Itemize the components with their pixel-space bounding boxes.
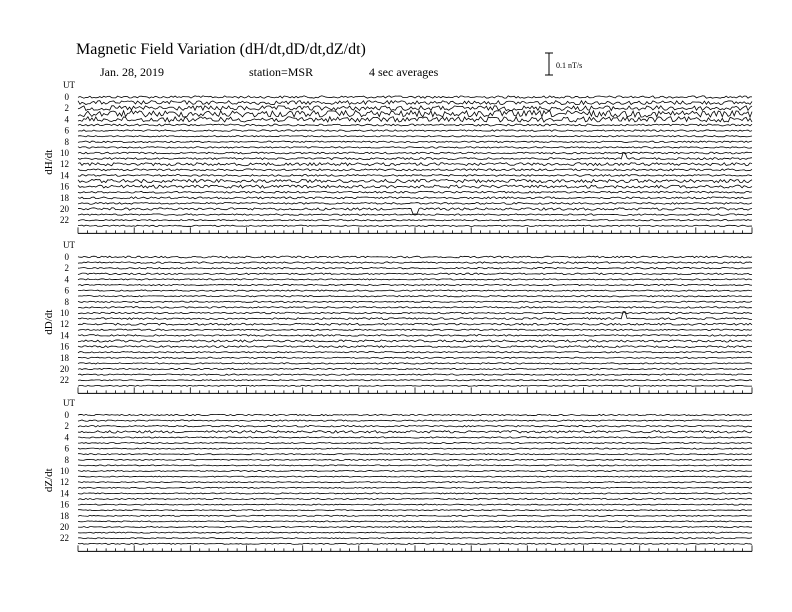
trace-hour-14 [78,175,752,177]
panel-dhdt [43,80,752,233]
hour-tick-label: 2 [64,421,69,432]
trace-hour-20 [78,208,752,214]
hour-tick-label: 12 [60,477,69,488]
hour-tick-label: 18 [60,510,69,521]
trace-hour-13 [78,329,752,330]
trace-hour-18 [78,197,752,199]
trace-hour-23 [78,225,752,226]
hour-tick-label: 16 [60,499,69,510]
trace-hour-15 [78,498,752,499]
trace-hour-4 [78,279,752,280]
trace-hour-6 [78,290,752,291]
hour-tick-label: 0 [64,92,69,102]
trace-hour-18 [78,515,752,516]
hour-tick-label: 0 [64,410,69,420]
trace-hour-17 [78,191,752,193]
trace-hour-7 [78,296,752,297]
hour-tick-label: 4 [64,274,69,285]
trace-hour-2 [78,425,752,427]
trace-hour-14 [78,493,752,494]
ut-label: UT [63,80,75,90]
hour-tick-label: 10 [60,308,69,318]
scale-bar [545,53,582,75]
trace-hour-16 [78,185,752,188]
trace-hour-2 [78,267,752,269]
hour-tick-label: 16 [60,181,69,192]
station-label: station=MSR [249,65,314,79]
trace-hour-4 [78,117,752,122]
hour-tick-label: 8 [64,296,69,307]
trace-hour-3 [78,431,752,433]
hour-tick-label: 2 [64,263,69,274]
hour-tick-label: 14 [60,488,69,499]
panel-dddt [43,240,752,393]
trace-hour-16 [78,504,752,505]
trace-hour-7 [78,454,752,455]
hour-tick-label: 0 [64,252,69,262]
trace-hour-21 [78,374,752,375]
date-label: Jan. 28, 2019 [100,65,164,79]
hour-tick-label: 12 [60,319,69,330]
hour-tick-label: 4 [64,432,69,443]
trace-hour-8 [78,301,752,302]
hour-tick-label: 12 [60,159,69,170]
hour-tick-label: 4 [64,114,69,125]
hour-tick-label: 6 [64,285,69,296]
trace-hour-12 [78,323,752,325]
trace-hour-1 [78,420,752,421]
hour-tick-label: 20 [60,364,69,374]
trace-hour-3 [78,273,752,275]
trace-hour-12 [78,163,752,166]
trace-hour-16 [78,346,752,348]
trace-hour-5 [78,284,752,285]
trace-hour-9 [78,465,752,466]
panels [43,80,752,551]
trace-hour-20 [78,368,752,369]
trace-hour-0 [78,96,752,98]
hour-tick-label: 20 [60,522,69,532]
hour-tick-label: 16 [60,341,69,352]
trace-hour-23 [78,543,752,544]
trace-hour-0 [78,414,752,415]
hour-tick-label: 14 [60,330,69,341]
hour-tick-label: 8 [64,136,69,147]
trace-hour-11 [78,476,752,477]
trace-hour-10 [78,470,752,471]
trace-hour-22 [78,380,752,381]
trace-hour-21 [78,532,752,533]
trace-hour-17 [78,510,752,511]
hour-tick-label: 6 [64,125,69,136]
trace-hour-18 [78,357,752,358]
hour-tick-label: 10 [60,148,69,158]
trace-hour-19 [78,203,752,205]
trace-hour-5 [78,442,752,443]
hour-tick-label: 22 [60,375,69,386]
trace-hour-23 [78,385,752,386]
trace-hour-17 [78,352,752,353]
panel-label: dH/dt [43,149,55,175]
hour-tick-label: 18 [60,192,69,203]
hour-tick-label: 22 [60,533,69,544]
chart-title: Magnetic Field Variation (dH/dt,dD/dt,dZ/dt) [76,41,366,58]
trace-hour-9 [78,147,752,149]
hour-tick-label: 20 [60,204,69,214]
trace-hour-6 [78,130,752,132]
trace-hour-13 [78,487,752,488]
trace-hour-20 [78,526,752,527]
hour-tick-label: 22 [60,215,69,226]
panel-label: dZ/dt [43,468,55,493]
trace-hour-0 [78,256,752,258]
trace-hour-8 [78,141,752,143]
averaging-label: 4 sec averages [369,65,439,79]
panel-label: dD/dt [43,309,55,335]
ut-label: UT [63,240,75,250]
trace-hour-8 [78,459,752,460]
trace-hour-5 [78,124,752,126]
trace-hour-3 [78,111,752,118]
trace-hour-19 [78,521,752,522]
trace-hour-22 [78,538,752,539]
trace-hour-7 [78,136,752,137]
hour-tick-label: 2 [64,103,69,114]
hour-tick-label: 8 [64,454,69,465]
trace-hour-22 [78,220,752,221]
trace-hour-14 [78,335,752,337]
panel-dzdt [43,398,752,551]
hour-tick-label: 14 [60,170,69,181]
trace-hour-15 [78,340,752,342]
trace-hour-15 [78,179,752,182]
hour-tick-label: 18 [60,352,69,363]
trace-hour-12 [78,482,752,483]
hour-tick-label: 10 [60,466,69,476]
hour-tick-label: 6 [64,443,69,454]
trace-hour-10 [78,312,752,314]
trace-hour-6 [78,448,752,449]
trace-hour-13 [78,169,752,171]
trace-hour-1 [78,101,752,105]
trace-hour-10 [78,152,752,154]
ut-label: UT [63,398,75,408]
trace-hour-19 [78,363,752,364]
trace-hour-1 [78,262,752,264]
trace-hour-4 [78,437,752,438]
trace-hour-2 [78,106,752,111]
scale-bar-label: 0.1 nT/s [556,61,583,70]
trace-hour-9 [78,307,752,309]
